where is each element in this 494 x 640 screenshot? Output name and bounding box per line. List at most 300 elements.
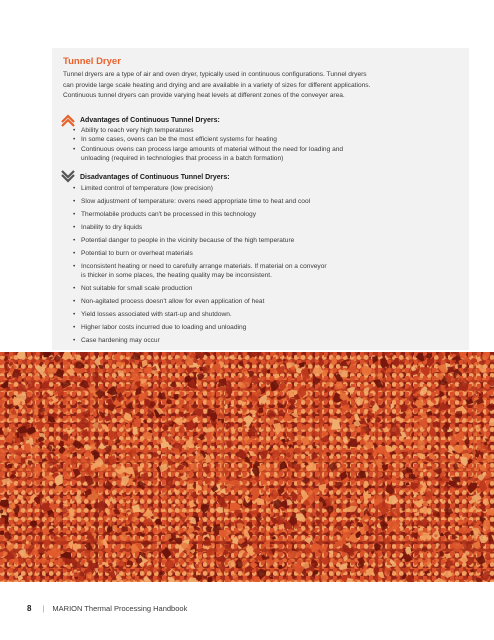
pepper-flake bbox=[94, 568, 98, 573]
pepper-flake bbox=[450, 360, 456, 364]
pepper-flake bbox=[445, 571, 452, 579]
pepper-flake bbox=[196, 575, 202, 582]
pepper-flake bbox=[463, 542, 472, 550]
pepper-flake bbox=[215, 463, 218, 468]
disadvantages-heading-label: Disadvantages of Continuous Tunnel Dryers: bbox=[80, 173, 230, 181]
pepper-flake bbox=[312, 365, 323, 376]
pepper-flake bbox=[259, 352, 264, 356]
pepper-flake bbox=[206, 352, 210, 356]
pepper-flake bbox=[481, 571, 490, 581]
pepper-flake bbox=[64, 458, 72, 465]
pepper-flake bbox=[18, 575, 23, 582]
pepper-flake bbox=[235, 470, 241, 476]
pepper-flake bbox=[293, 464, 301, 473]
pepper-flake bbox=[61, 434, 68, 442]
pepper-flake bbox=[26, 579, 30, 582]
list-item-continuation: is thicker in some places, the heating quality may be inconsistent. bbox=[81, 272, 272, 280]
pepper-flake bbox=[432, 421, 440, 427]
pepper-flake bbox=[225, 580, 230, 582]
advantages-list bbox=[73, 126, 463, 163]
pepper-flake bbox=[319, 463, 323, 467]
pepper-flake bbox=[443, 486, 450, 491]
pepper-flake bbox=[9, 474, 16, 479]
pepper-flake bbox=[179, 404, 184, 409]
pepper-flake bbox=[297, 434, 302, 439]
pepper-flake bbox=[304, 463, 308, 466]
intro-paragraph bbox=[63, 70, 463, 102]
pepper-flake bbox=[115, 439, 120, 444]
pepper-flake bbox=[168, 420, 173, 425]
list-item: • Continuous ovens can process large amounts of material without the need for loading and bbox=[73, 145, 463, 154]
pepper-flake bbox=[423, 469, 427, 473]
pepper-flake bbox=[414, 423, 420, 428]
pepper-flake bbox=[206, 399, 212, 406]
pepper-flake bbox=[408, 473, 415, 480]
pepper-flake bbox=[317, 529, 320, 532]
pepper-flake bbox=[423, 501, 429, 506]
pepper-flake bbox=[68, 376, 75, 382]
pepper-flake bbox=[12, 369, 20, 378]
pepper-flake bbox=[470, 358, 476, 364]
pepper-flake bbox=[291, 491, 298, 502]
pepper-flake bbox=[196, 485, 202, 491]
pepper-flake bbox=[228, 559, 237, 568]
pepper-flake bbox=[248, 450, 254, 456]
pepper-flake bbox=[243, 528, 250, 538]
pepper-flake bbox=[390, 559, 395, 565]
pepper-flake bbox=[109, 477, 113, 480]
pepper-flake bbox=[396, 392, 400, 396]
pepper-flake bbox=[56, 537, 65, 546]
pepper-flake bbox=[404, 439, 412, 446]
pepper-flake bbox=[311, 453, 317, 460]
pepper-flake bbox=[144, 565, 154, 572]
pepper-flake bbox=[6, 569, 11, 573]
pepper-flake bbox=[376, 372, 383, 379]
intro-line: Tunnel dryers are a type of air and oven dryer, typically used in continuous configurations. Tunnel dryers bbox=[63, 71, 367, 78]
pepper-flake bbox=[64, 567, 68, 570]
pepper-flake bbox=[57, 464, 62, 469]
pepper-flake bbox=[42, 447, 46, 452]
pepper-flake bbox=[39, 412, 45, 416]
pepper-flake bbox=[215, 479, 219, 484]
pepper-flake bbox=[8, 372, 12, 376]
pepper-flake bbox=[225, 495, 235, 501]
pepper-flake bbox=[168, 577, 176, 582]
pepper-flake bbox=[24, 498, 27, 500]
pepper-flake bbox=[237, 408, 241, 411]
pepper-flake bbox=[293, 448, 301, 454]
pepper-flake bbox=[248, 425, 257, 435]
pepper-flake bbox=[174, 417, 183, 425]
pepper-flake bbox=[298, 362, 304, 368]
list-item: • Limited control of temperature (low precision) bbox=[73, 184, 463, 193]
pepper-flake bbox=[326, 382, 330, 387]
pepper-flake bbox=[408, 356, 412, 361]
pepper-flake bbox=[343, 438, 349, 443]
pepper-flake bbox=[383, 474, 388, 480]
pepper-flake bbox=[177, 367, 181, 371]
pepper-flake bbox=[250, 488, 259, 498]
pepper-flake bbox=[15, 406, 20, 409]
pepper-flake bbox=[478, 465, 485, 471]
pepper-flake bbox=[321, 556, 329, 564]
pepper-flake bbox=[301, 367, 310, 380]
pepper-flake bbox=[225, 423, 229, 431]
pepper-flake bbox=[335, 522, 343, 531]
pepper-flake bbox=[104, 546, 112, 553]
pepper-flake bbox=[117, 458, 120, 461]
pepper-flake bbox=[147, 420, 150, 423]
pepper-flake bbox=[330, 385, 335, 391]
pepper-flake bbox=[375, 411, 380, 416]
pepper-flake bbox=[312, 430, 319, 437]
pepper-flake bbox=[278, 524, 284, 530]
pepper-flake bbox=[404, 362, 408, 365]
pepper-flake bbox=[313, 377, 321, 385]
pepper-flake bbox=[15, 521, 21, 525]
pepper-flake bbox=[224, 404, 228, 409]
pepper-flake bbox=[0, 531, 4, 536]
pepper-flake bbox=[372, 356, 378, 364]
pepper-flake bbox=[230, 422, 235, 427]
pepper-flake bbox=[78, 464, 82, 471]
pepper-flake bbox=[312, 570, 319, 577]
pepper-flake bbox=[375, 459, 383, 469]
pepper-flake bbox=[17, 482, 20, 486]
pepper-flake bbox=[203, 485, 208, 492]
pepper-flake bbox=[274, 374, 280, 379]
pepper-flake bbox=[141, 540, 150, 548]
pepper-flake bbox=[198, 499, 202, 504]
pepper-flake bbox=[238, 429, 242, 432]
pepper-flake bbox=[350, 520, 354, 524]
list-item: • Inability to dry liquids bbox=[73, 223, 463, 232]
pepper-flake bbox=[198, 434, 205, 440]
pepper-flake bbox=[174, 559, 178, 566]
pepper-flake bbox=[456, 431, 464, 441]
pepper-flake bbox=[85, 542, 93, 550]
pepper-flake bbox=[451, 419, 456, 424]
pepper-flake bbox=[328, 379, 333, 383]
pepper-flake bbox=[433, 468, 441, 475]
pepper-flake bbox=[418, 531, 424, 536]
pepper-flake bbox=[401, 508, 405, 512]
pepper-flake bbox=[470, 505, 476, 511]
pepper-flake bbox=[127, 447, 137, 457]
pepper-flake bbox=[320, 574, 328, 582]
pepper-flake bbox=[280, 461, 288, 471]
list-item: • Ability to reach very high temperatures bbox=[73, 126, 463, 135]
pepper-flake bbox=[368, 527, 375, 533]
pepper-flake bbox=[178, 458, 182, 463]
pepper-flake bbox=[272, 356, 276, 362]
pepper-flake bbox=[426, 411, 432, 416]
pepper-flake bbox=[157, 380, 160, 385]
pepper-flake bbox=[479, 534, 489, 543]
pepper-flake bbox=[324, 365, 328, 369]
pepper-flake bbox=[196, 380, 202, 386]
pepper-flake bbox=[298, 531, 301, 534]
pepper-flake bbox=[345, 412, 353, 417]
pepper-flake bbox=[418, 528, 422, 532]
pepper-flake bbox=[13, 569, 17, 573]
pepper-flake bbox=[283, 359, 285, 362]
pepper-flake bbox=[424, 561, 431, 568]
pepper-flake bbox=[465, 428, 467, 432]
pepper-flake bbox=[206, 454, 212, 464]
pepper-flake bbox=[266, 370, 270, 374]
pepper-flake bbox=[116, 362, 123, 368]
pepper-flake bbox=[435, 397, 439, 402]
pepper-flake bbox=[356, 475, 360, 478]
pepper-flake bbox=[61, 380, 71, 389]
pepper-flake bbox=[224, 470, 228, 476]
pepper-flake bbox=[455, 575, 460, 579]
pepper-flake bbox=[288, 461, 294, 469]
pepper-flake bbox=[424, 476, 428, 481]
pepper-flake bbox=[399, 522, 403, 527]
pepper-flake bbox=[307, 457, 310, 460]
pepper-flake bbox=[360, 549, 364, 553]
pepper-flake bbox=[318, 357, 323, 361]
pepper-flake bbox=[225, 512, 229, 515]
pepper-flake bbox=[424, 556, 427, 560]
pepper-flake bbox=[440, 533, 444, 537]
pepper-flake bbox=[413, 532, 418, 539]
pepper-flake bbox=[207, 576, 212, 582]
pepper-flake bbox=[489, 419, 494, 426]
pepper-flake bbox=[402, 574, 407, 579]
pepper-flake bbox=[446, 385, 453, 390]
pepper-flake bbox=[62, 508, 68, 515]
pepper-flake bbox=[408, 385, 412, 389]
pepper-flake bbox=[81, 429, 89, 438]
pepper-flake bbox=[302, 478, 310, 485]
pepper-flake bbox=[232, 574, 237, 580]
pepper-flake bbox=[353, 358, 356, 362]
pepper-flake bbox=[107, 526, 113, 533]
pepper-flake bbox=[205, 432, 214, 443]
pepper-flake bbox=[197, 373, 205, 380]
pepper-flake bbox=[472, 514, 479, 518]
pepper-flake bbox=[143, 419, 147, 424]
pepper-flake bbox=[156, 387, 160, 391]
pepper-flake bbox=[359, 486, 363, 490]
list-item: • Potential danger to people in the vicinity because of the high temperature bbox=[73, 236, 463, 245]
pepper-flake bbox=[191, 565, 196, 569]
pepper-flake bbox=[118, 566, 123, 571]
pepper-flake bbox=[335, 482, 343, 490]
pepper-flake bbox=[119, 534, 128, 541]
pepper-flake bbox=[304, 525, 309, 531]
list-item: • In some cases, ovens can be the most efficient systems for heating bbox=[73, 135, 463, 144]
pepper-flake bbox=[133, 427, 138, 435]
pepper-flake bbox=[113, 560, 116, 564]
pepper-flake bbox=[95, 389, 105, 399]
pepper-flake bbox=[416, 353, 425, 361]
pepper-flake bbox=[275, 460, 279, 463]
pepper-flake bbox=[319, 418, 326, 423]
pepper-flake bbox=[33, 373, 41, 381]
pepper-flake bbox=[377, 523, 381, 528]
pepper-flake bbox=[420, 386, 427, 396]
pepper-flake bbox=[49, 529, 55, 533]
pepper-flake bbox=[72, 543, 80, 552]
pepper-flake bbox=[145, 449, 147, 452]
pepper-flake bbox=[481, 352, 489, 361]
pepper-flake bbox=[429, 426, 436, 436]
pepper-flake bbox=[435, 578, 443, 582]
pepper-flake bbox=[441, 388, 445, 392]
pepper-flake bbox=[144, 518, 155, 526]
pepper-flake bbox=[270, 576, 274, 579]
pepper-flake bbox=[122, 492, 126, 498]
pepper-flake bbox=[22, 379, 24, 382]
pepper-flake bbox=[155, 519, 162, 525]
pepper-flake bbox=[463, 366, 470, 372]
pepper-flake bbox=[166, 476, 174, 487]
pepper-flake bbox=[458, 364, 461, 369]
pepper-flake bbox=[213, 452, 218, 457]
pepper-flake bbox=[420, 367, 429, 376]
pepper-flake bbox=[389, 424, 401, 437]
pepper-flake bbox=[167, 433, 172, 437]
pepper-flake bbox=[238, 550, 244, 555]
list-item: • Non-agitated process doesn't allow for even application of heat bbox=[73, 297, 463, 306]
pepper-flake bbox=[473, 541, 481, 549]
pepper-flake bbox=[236, 374, 239, 378]
pepper-flake bbox=[386, 565, 393, 568]
pepper-flake bbox=[230, 405, 234, 407]
pepper-flake bbox=[436, 365, 447, 373]
pepper-flake bbox=[9, 502, 16, 509]
pepper-flake bbox=[431, 446, 437, 453]
pepper-flake bbox=[383, 367, 387, 371]
pepper-flake bbox=[411, 482, 419, 490]
pepper-flake bbox=[104, 516, 109, 521]
pepper-flake bbox=[271, 352, 276, 355]
pepper-flake bbox=[215, 556, 226, 563]
pepper-flake bbox=[0, 518, 5, 526]
pepper-flake bbox=[109, 431, 119, 441]
pepper-flake bbox=[51, 523, 54, 526]
pepper-flake bbox=[55, 432, 59, 436]
pepper-flake bbox=[42, 458, 48, 462]
pepper-flake bbox=[475, 390, 479, 394]
pepper-flake bbox=[253, 527, 258, 531]
pepper-flake bbox=[38, 558, 46, 564]
pepper-flake bbox=[86, 521, 92, 528]
page-footer bbox=[27, 604, 187, 613]
pepper-flake bbox=[420, 411, 428, 418]
pepper-flake bbox=[235, 558, 243, 568]
pepper-flake bbox=[76, 402, 82, 406]
pepper-flake bbox=[383, 567, 390, 576]
pepper-flake bbox=[226, 440, 234, 448]
pepper-flake bbox=[444, 554, 451, 560]
pepper-flake bbox=[125, 360, 130, 365]
pepper-flake bbox=[338, 516, 343, 521]
pepper-flake bbox=[371, 551, 374, 555]
list-item: • Not suitable for small scale production bbox=[73, 284, 463, 293]
pepper-flake bbox=[13, 364, 17, 370]
pepper-flake bbox=[16, 543, 18, 546]
pepper-flake bbox=[294, 461, 298, 465]
advantages-heading bbox=[61, 113, 220, 127]
pepper-flake bbox=[102, 380, 104, 383]
pepper-flake bbox=[15, 456, 21, 464]
pepper-flake bbox=[96, 539, 103, 546]
pepper-flake bbox=[294, 537, 300, 542]
pepper-flake bbox=[116, 573, 123, 581]
pepper-flake bbox=[50, 547, 61, 559]
pepper-flake bbox=[329, 530, 333, 537]
footer-title: MARION Thermal Processing Handbook bbox=[52, 604, 188, 613]
pepper-flake bbox=[391, 403, 395, 410]
pepper-flake bbox=[328, 462, 337, 472]
pepper-flake bbox=[467, 483, 477, 494]
pepper-flake bbox=[45, 573, 48, 577]
pepper-flake bbox=[424, 570, 431, 574]
pepper-flake bbox=[317, 409, 321, 414]
pepper-flake bbox=[175, 357, 184, 367]
pepper-flake bbox=[239, 516, 243, 519]
pepper-flake bbox=[387, 516, 392, 521]
pepper-flake bbox=[121, 526, 128, 532]
pepper-flake bbox=[86, 504, 92, 510]
pepper-flake bbox=[263, 373, 266, 377]
pepper-flake bbox=[307, 490, 319, 499]
pepper-flake bbox=[428, 402, 435, 407]
pepper-flake bbox=[152, 483, 155, 486]
pepper-flake bbox=[248, 510, 259, 516]
pepper-flake bbox=[170, 381, 177, 388]
pepper-flake bbox=[445, 459, 447, 463]
pepper-flake bbox=[231, 429, 235, 434]
pepper-flake bbox=[166, 399, 172, 404]
pepper-flake bbox=[0, 380, 9, 389]
pepper-flake bbox=[419, 518, 430, 528]
pepper-flake bbox=[490, 549, 493, 554]
pepper-flake bbox=[267, 360, 271, 363]
pepper-flake bbox=[336, 549, 341, 552]
pepper-flake bbox=[45, 496, 51, 502]
pepper-flake bbox=[447, 398, 450, 402]
pepper-flake bbox=[263, 540, 270, 548]
pepper-flake bbox=[363, 435, 371, 440]
pepper-flake bbox=[485, 552, 491, 560]
pepper-flake bbox=[43, 352, 51, 357]
pepper-flake bbox=[256, 498, 265, 505]
pepper-flake bbox=[0, 427, 4, 435]
pepper-flake bbox=[235, 396, 241, 401]
pepper-flake bbox=[256, 438, 260, 441]
pepper-flake bbox=[402, 451, 408, 458]
pepper-flake bbox=[484, 453, 488, 456]
pepper-flake bbox=[52, 448, 56, 451]
pepper-flake bbox=[286, 438, 290, 442]
pepper-flake bbox=[92, 422, 99, 429]
pepper-flake bbox=[465, 551, 470, 556]
pepper-flake bbox=[332, 357, 337, 366]
pepper-flake bbox=[400, 474, 404, 479]
pepper-flake bbox=[0, 546, 2, 550]
pepper-flake bbox=[178, 411, 183, 418]
pepper-flake bbox=[280, 511, 283, 515]
pepper-flake bbox=[268, 511, 271, 515]
pepper-flake bbox=[400, 432, 407, 439]
